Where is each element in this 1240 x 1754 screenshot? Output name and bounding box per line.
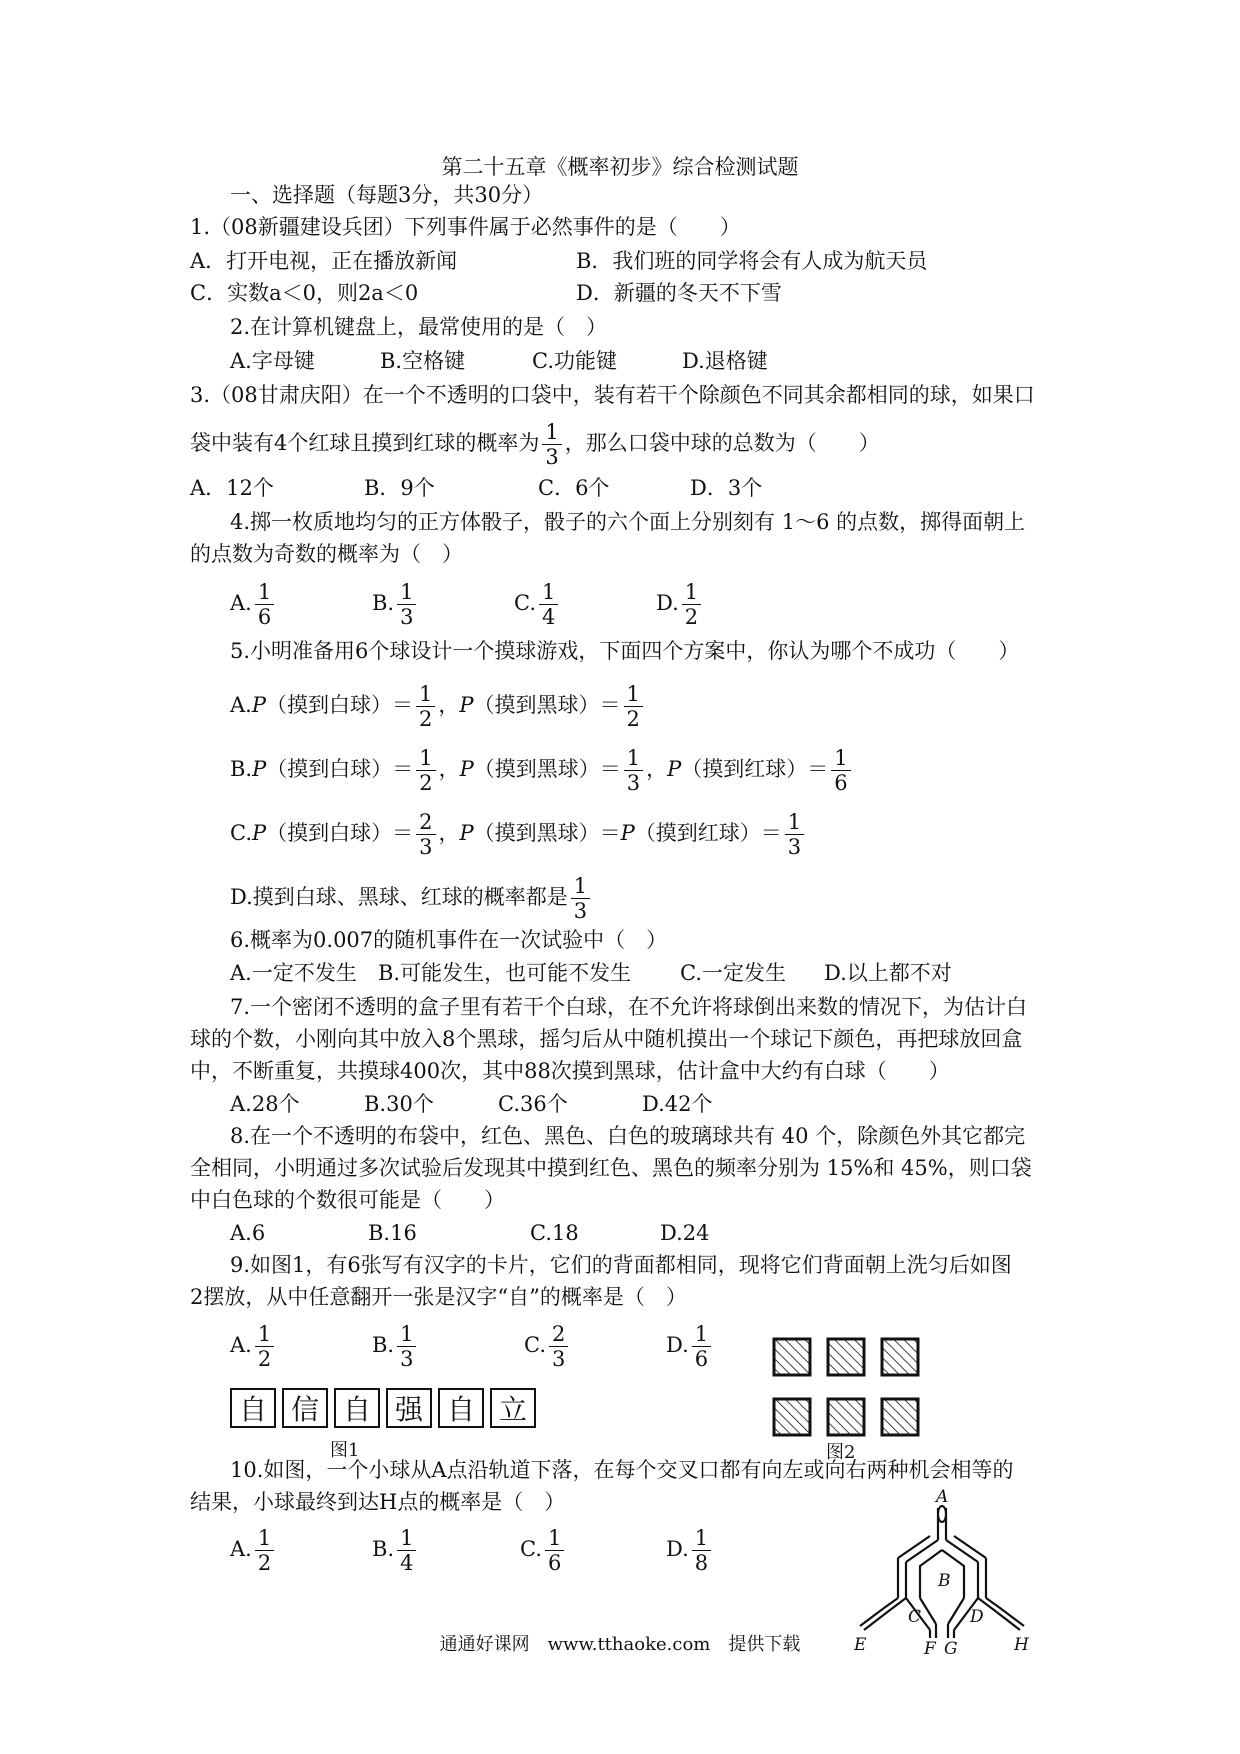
q6-option-c: C.一定发生	[680, 961, 786, 985]
q6-option-b: B.可能发生，也可能不发生	[378, 961, 632, 985]
q10-option-a: A. $\frac{1}{2}$	[230, 1526, 277, 1575]
q1-option-b: B．我们班的同学将会有人成为航天员	[576, 249, 928, 273]
q3-fraction: $\frac{1}{3}$	[542, 420, 561, 469]
q10-line-2: 结果，小球最终到达H点的概率是（ ）	[190, 1490, 566, 1514]
q6-option-d: D.以上都不对	[824, 961, 952, 985]
q4-line-1: 4.掷一枚质地均匀的正方体骰子，骰子的六个面上分别刻有 1～6 的点数，掷得面朝上	[230, 510, 1026, 534]
card-back	[882, 1399, 918, 1435]
q8-line-1: 8.在一个不透明的布袋中，红色、黑色、白色的玻璃球共有 40 个，除颜色外其它都完	[230, 1124, 1026, 1148]
point-g-label: G	[944, 1639, 958, 1658]
figure-2-card-backs	[772, 1337, 922, 1441]
q4-line-2: 的点数为奇数的概率为（ ）	[190, 542, 463, 566]
q4-option-b: B. $\frac{1}{3}$	[372, 580, 419, 629]
point-b-label: B	[938, 1571, 951, 1591]
section-heading: 一、选择题（每题3分，共30分）	[230, 183, 544, 207]
q7-line-2: 球的个数，小刚向其中放入8个黑球，摇匀后从中随机摸出一个球记下颜色，再把球放回盒	[190, 1027, 1023, 1051]
q3-line-2-text-a: 袋中装有4个红球且摸到红球的概率为	[190, 431, 540, 456]
q9-line-2: 2摆放，从中任意翻开一张是汉字“自”的概率是（ ）	[190, 1285, 687, 1309]
q2-option-c: C.功能键	[532, 349, 617, 373]
q2-option-d: D.退格键	[682, 349, 768, 373]
q3-line-2	[190, 420, 880, 469]
card-back	[774, 1339, 810, 1375]
q8-option-c: C.18	[530, 1221, 579, 1245]
q8-line-3: 中白色球的个数很可能是（ ）	[190, 1188, 505, 1212]
q7-line-1: 7.一个密闭不透明的盒子里有若干个白球，在不允许将球倒出来数的情况下，为估计白	[230, 995, 1028, 1019]
point-h-label: H	[1014, 1635, 1029, 1655]
card: 立	[490, 1388, 536, 1428]
card-back	[828, 1399, 864, 1435]
q3-option-b: B．9个	[364, 476, 435, 500]
q1-option-c: C．实数a＜0，则2a＜0	[190, 281, 419, 305]
q4-option-a: A. $\frac{1}{6}$	[230, 580, 277, 629]
ball-marker	[938, 1506, 946, 1522]
card: 自	[230, 1388, 276, 1428]
q10-option-c: C. $\frac{1}{6}$	[520, 1526, 567, 1575]
card: 强	[386, 1388, 432, 1428]
q2-stem: 2.在计算机键盘上，最常使用的是（ ）	[230, 315, 608, 339]
q3-option-c: C．6个	[538, 476, 610, 500]
q8-option-a: A.6	[230, 1221, 266, 1245]
figure-2-caption: 图2	[826, 1442, 856, 1463]
q2-option-a: A.字母键	[230, 349, 315, 373]
q8-option-b: B.16	[368, 1221, 417, 1245]
q3-line-1: 3.（08甘肃庆阳）在一个不透明的口袋中，装有若干个除颜色不同其余都相同的球，如果口	[190, 383, 1035, 407]
point-c-label: C	[908, 1607, 922, 1627]
q7-option-d: D.42个	[642, 1092, 713, 1116]
q9-option-d: D. $\frac{1}{6}$	[666, 1322, 714, 1371]
q5-stem: 5.小明准备用6个球设计一个摸球游戏，下面四个方案中，你认为哪个不成功（ ）	[230, 639, 1020, 663]
q8-option-d: D.24	[660, 1221, 710, 1245]
q5-option-b: B.P（摸到白球）＝ $\frac{1}{2}$ ，P（摸到黑球）＝ $\frac{1}{3}$ ，P（摸到红球）＝ $\frac{1}{6}$	[230, 746, 854, 795]
q1-option-a: A．打开电视，正在播放新闻	[190, 249, 458, 273]
q7-option-b: B.30个	[364, 1092, 434, 1116]
q9-option-b: B. $\frac{1}{3}$	[372, 1322, 419, 1371]
q8-line-2: 全相同，小明通过多次试验后发现其中摸到红色、黑色的频率分别为 15%和 45%，则口袋	[190, 1156, 1032, 1180]
figure-1-cards	[230, 1388, 536, 1428]
q3-option-d: D．3个	[690, 476, 763, 500]
card-back	[774, 1399, 810, 1435]
q7-option-c: C.36个	[498, 1092, 568, 1116]
point-e-label: E	[854, 1635, 867, 1655]
card-back	[882, 1339, 918, 1375]
card: 信	[282, 1388, 328, 1428]
q5-option-d: D.摸到白球、黑球、红球的概率都是 $\frac{1}{3}$	[230, 874, 593, 923]
q10-option-b: B. $\frac{1}{4}$	[372, 1526, 419, 1575]
footer-credit: 通通好课网 www.tthaoke.com 提供下载	[439, 1634, 801, 1655]
q6-stem: 6.概率为0.007的随机事件在一次试验中（ ）	[230, 928, 668, 952]
q6-option-a: A.一定不发生	[230, 961, 357, 985]
q3-option-a: A．12个	[190, 476, 274, 500]
q9-line-1: 9.如图1，有6张写有汉字的卡片，它们的背面都相同，现将它们背面朝上洗匀后如图	[230, 1253, 1012, 1277]
card-back	[828, 1339, 864, 1375]
q5-option-c: C.P（摸到白球）＝ $\frac{2}{3}$ ，P（摸到黑球）＝P（摸到红球）＝ $\frac{1}{3}$	[230, 810, 807, 859]
q1-stem: 1.（08新疆建设兵团）下列事件属于必然事件的是（ ）	[190, 215, 741, 239]
q4-option-d: D. $\frac{1}{2}$	[656, 580, 704, 629]
card: 自	[438, 1388, 484, 1428]
q1-option-d: D．新疆的冬天不下雪	[576, 281, 782, 305]
card: 自	[334, 1388, 380, 1428]
point-f-label: F	[924, 1639, 936, 1658]
q2-option-b: B.空格键	[380, 349, 466, 373]
q4-option-c: C. $\frac{1}{4}$	[514, 580, 561, 629]
q9-option-a: A. $\frac{1}{2}$	[230, 1322, 277, 1371]
figure-1-caption: 图1	[330, 1440, 360, 1461]
q7-option-a: A.28个	[230, 1092, 300, 1116]
q5-option-a: A.P（摸到白球）＝ $\frac{1}{2}$ ，P（摸到黑球）＝ $\frac{1}{2}$	[230, 682, 646, 731]
point-d-label: D	[970, 1607, 984, 1627]
q10-option-d: D. $\frac{1}{8}$	[666, 1526, 714, 1575]
page-title: 第二十五章《概率初步》综合检测试题	[441, 155, 799, 179]
q7-line-3: 中，不断重复，共摸球400次，其中88次摸到黑球，估计盒中大约有白球（ ）	[190, 1059, 950, 1083]
q10-line-1: 10.如图，一个小球从A点沿轨道下落，在每个交叉口都有向左或向右两种机会相等的	[230, 1458, 1014, 1482]
point-a-label: A	[936, 1488, 949, 1507]
q3-line-2-text-b: ，那么口袋中球的总数为（ ）	[564, 431, 880, 456]
q9-option-c: C. $\frac{2}{3}$	[524, 1322, 571, 1371]
